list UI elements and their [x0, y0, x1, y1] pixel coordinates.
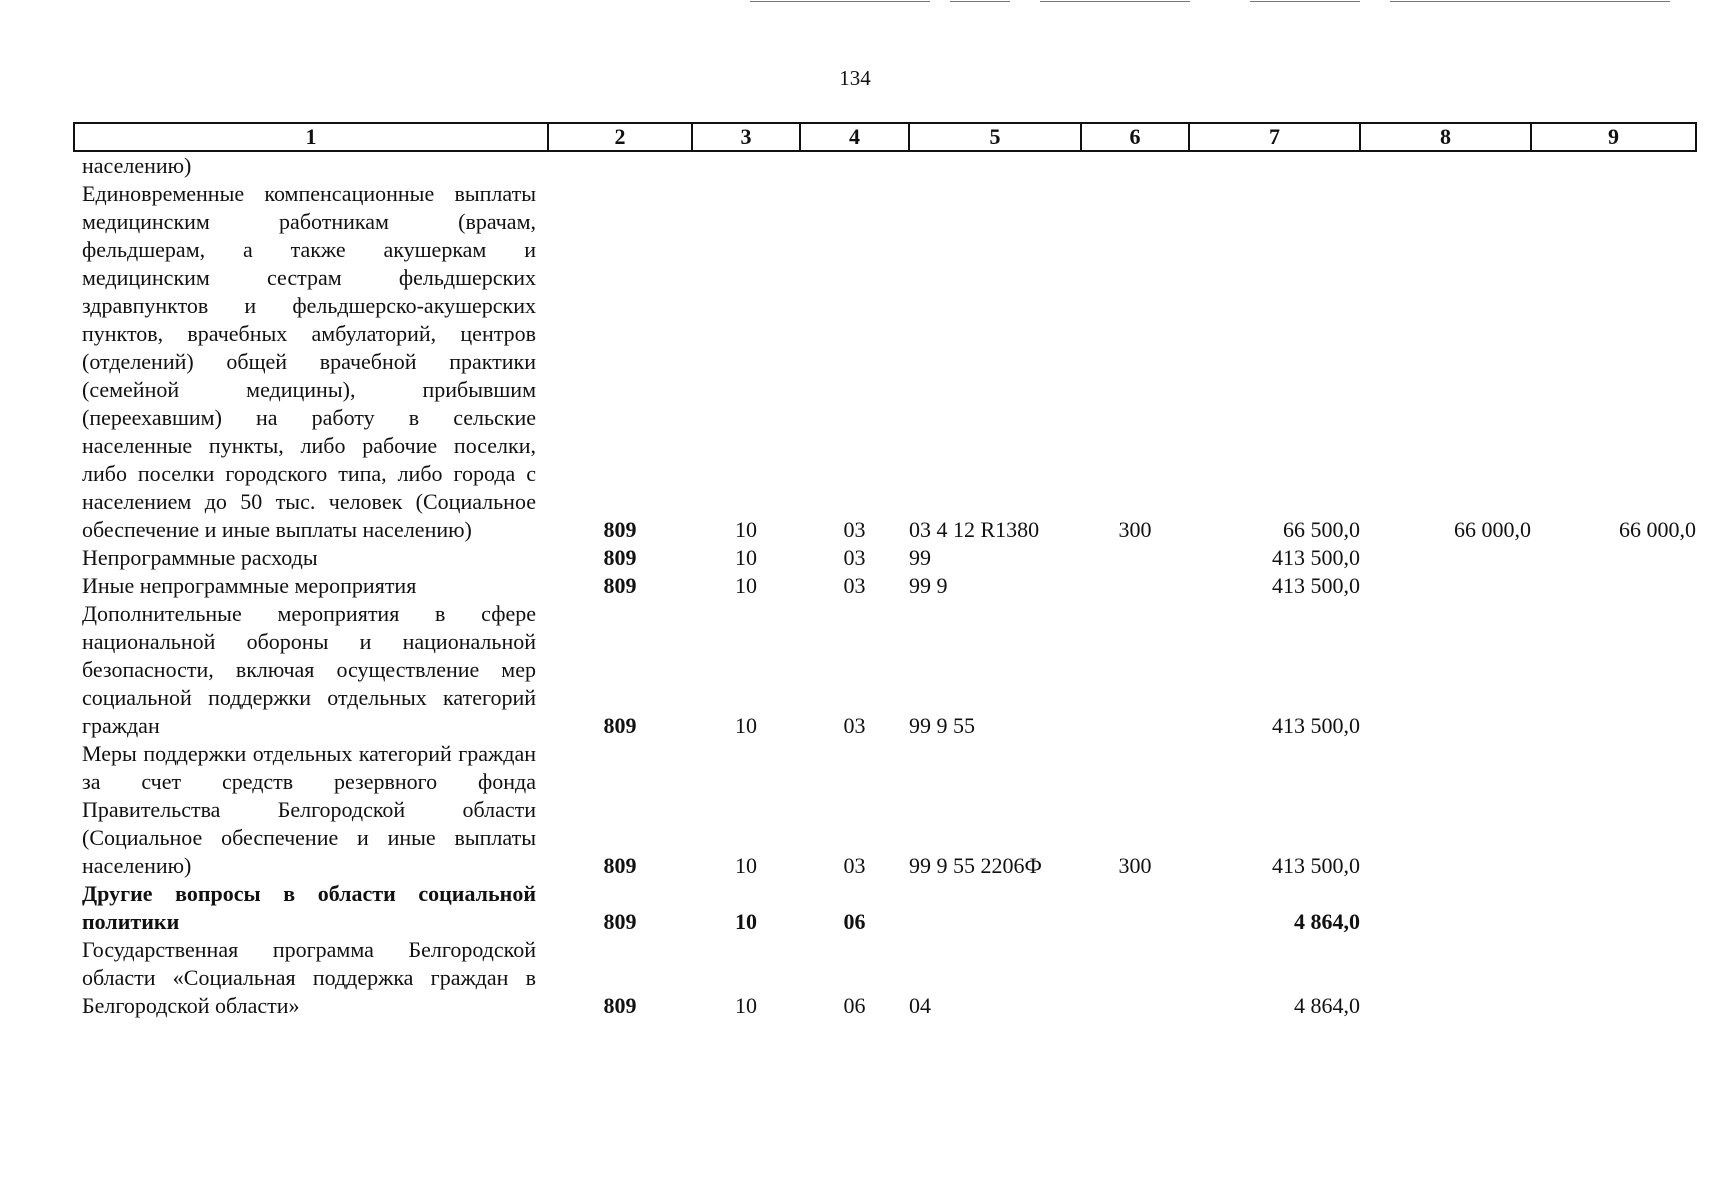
amount-col-7: 413 500,0 — [1272, 573, 1360, 598]
amount-col-7: 413 500,0 — [1272, 713, 1360, 738]
table-body — [74, 151, 1696, 1020]
amount-col-9 — [1531, 880, 1696, 936]
section-code — [692, 151, 800, 180]
subsection-code: 03 — [843, 545, 866, 570]
amount-col-9: 66 000,0 — [1619, 517, 1696, 542]
target-article-code — [909, 151, 1081, 180]
column-header-6: 6 — [1081, 123, 1189, 151]
amount-col-8 — [1360, 544, 1531, 572]
expense-type-code — [1081, 151, 1189, 180]
expense-type-code — [1081, 600, 1189, 740]
table-row — [74, 600, 1696, 740]
table-row — [74, 572, 1696, 600]
subsection-code: 03 — [843, 853, 866, 878]
column-header-3: 3 — [692, 123, 800, 151]
amount-col-9 — [1531, 544, 1696, 572]
row-description: Меры поддержки отдельных категорий граждан за счет средств резервного фонда Правительства Белгородской области (Социальное обеспечение и иные выплаты населению) — [82, 741, 536, 878]
row-description: Другие вопросы в области социальной политики — [82, 881, 536, 934]
target-article-code: 99 — [909, 545, 931, 570]
ministry-code: 809 — [603, 853, 637, 878]
ministry-code: 809 — [603, 993, 637, 1018]
subsection-code: 06 — [843, 909, 866, 934]
ministry-code — [548, 151, 692, 180]
section-code: 10 — [735, 545, 757, 570]
section-code: 10 — [735, 909, 757, 934]
amount-col-9 — [1531, 600, 1696, 740]
amount-col-8 — [1360, 572, 1531, 600]
section-code: 10 — [735, 517, 757, 542]
column-header-2: 2 — [548, 123, 692, 151]
column-header-7: 7 — [1189, 123, 1360, 151]
row-description: Непрограммные расходы — [82, 545, 318, 570]
ministry-code: 809 — [603, 909, 637, 934]
section-code: 10 — [735, 573, 757, 598]
subsection-code: 03 — [843, 573, 866, 598]
amount-col-7: 4 864,0 — [1294, 909, 1360, 934]
ministry-code: 809 — [603, 713, 637, 738]
section-code: 10 — [735, 993, 757, 1018]
subsection-code: 06 — [843, 993, 866, 1018]
amount-col-9 — [1531, 151, 1696, 180]
section-code: 10 — [735, 713, 757, 738]
column-header-9: 9 — [1531, 123, 1696, 151]
table-row — [74, 936, 1696, 1020]
ministry-code: 809 — [603, 517, 637, 542]
expense-type-code: 300 — [1118, 517, 1152, 542]
amount-col-7: 413 500,0 — [1272, 545, 1360, 570]
row-description: населению) — [82, 153, 192, 178]
column-header-4: 4 — [800, 123, 909, 151]
amount-col-7: 66 500,0 — [1283, 517, 1360, 542]
expense-type-code — [1081, 880, 1189, 936]
budget-table — [73, 122, 1697, 1020]
amount-col-8 — [1360, 936, 1531, 1020]
ministry-code: 809 — [603, 545, 637, 570]
column-header-1: 1 — [74, 123, 548, 151]
subsection-code: 03 — [843, 517, 866, 542]
expense-type-code: 300 — [1118, 853, 1152, 878]
amount-col-9 — [1531, 936, 1696, 1020]
table-row — [74, 544, 1696, 572]
target-article-code: 99 9 — [909, 573, 948, 598]
target-article-code: 03 4 12 R1380 — [909, 517, 1040, 542]
row-description: Дополнительные мероприятия в сфере национальной обороны и национальной безопасности, включая осуществление мер социальной поддержки отдельных категорий граждан — [82, 601, 536, 738]
target-article-code: 04 — [909, 993, 931, 1018]
amount-col-8 — [1360, 151, 1531, 180]
amount-col-7: 413 500,0 — [1272, 853, 1360, 878]
table-row — [74, 740, 1696, 880]
table-row — [74, 180, 1696, 544]
target-article-code: 99 9 55 2206Ф — [909, 853, 1042, 878]
table-row — [74, 151, 1696, 180]
column-header-5: 5 — [909, 123, 1081, 151]
expense-type-code — [1081, 572, 1189, 600]
amount-col-9 — [1531, 740, 1696, 880]
row-description: Государственная программа Белгородской области «Социальная поддержка граждан в Белгородской области» — [82, 937, 536, 1018]
amount-col-8 — [1360, 880, 1531, 936]
amount-col-8 — [1360, 600, 1531, 740]
page-number: 134 — [839, 66, 871, 90]
subsection-code: 03 — [843, 713, 866, 738]
table-row — [74, 880, 1696, 936]
column-number-header — [74, 123, 1696, 151]
subsection-code — [800, 151, 909, 180]
amount-col-8: 66 000,0 — [1454, 517, 1531, 542]
section-code: 10 — [735, 853, 757, 878]
ministry-code: 809 — [603, 573, 637, 598]
amount-col-7 — [1189, 151, 1360, 180]
target-article-code — [909, 880, 1081, 936]
amount-col-7: 4 864,0 — [1294, 993, 1360, 1018]
amount-col-8 — [1360, 740, 1531, 880]
scan-artifact-lines — [750, 0, 1670, 4]
column-header-8: 8 — [1360, 123, 1531, 151]
target-article-code: 99 9 55 — [909, 713, 975, 738]
row-description: Единовременные компенсационные выплаты медицинским работникам (врачам, фельдшерам, а также акушеркам и медицинским сестрам фельдшерских здравпунктов и фельдшерско-акушерских пунктов, врачебных амбулаторий, центров (отделений) общей врачебной практики (семейной медицины), прибывшим (переехавшим) на работу в сельские населенные пункты, либо рабочие поселки, либо поселки городского типа, либо города с населением до 50 тыс. человек (Социальное обеспечение и иные выплаты населению) — [82, 181, 536, 542]
amount-col-9 — [1531, 572, 1696, 600]
row-description: Иные непрограммные мероприятия — [82, 573, 417, 598]
expense-type-code — [1081, 936, 1189, 1020]
expense-type-code — [1081, 544, 1189, 572]
